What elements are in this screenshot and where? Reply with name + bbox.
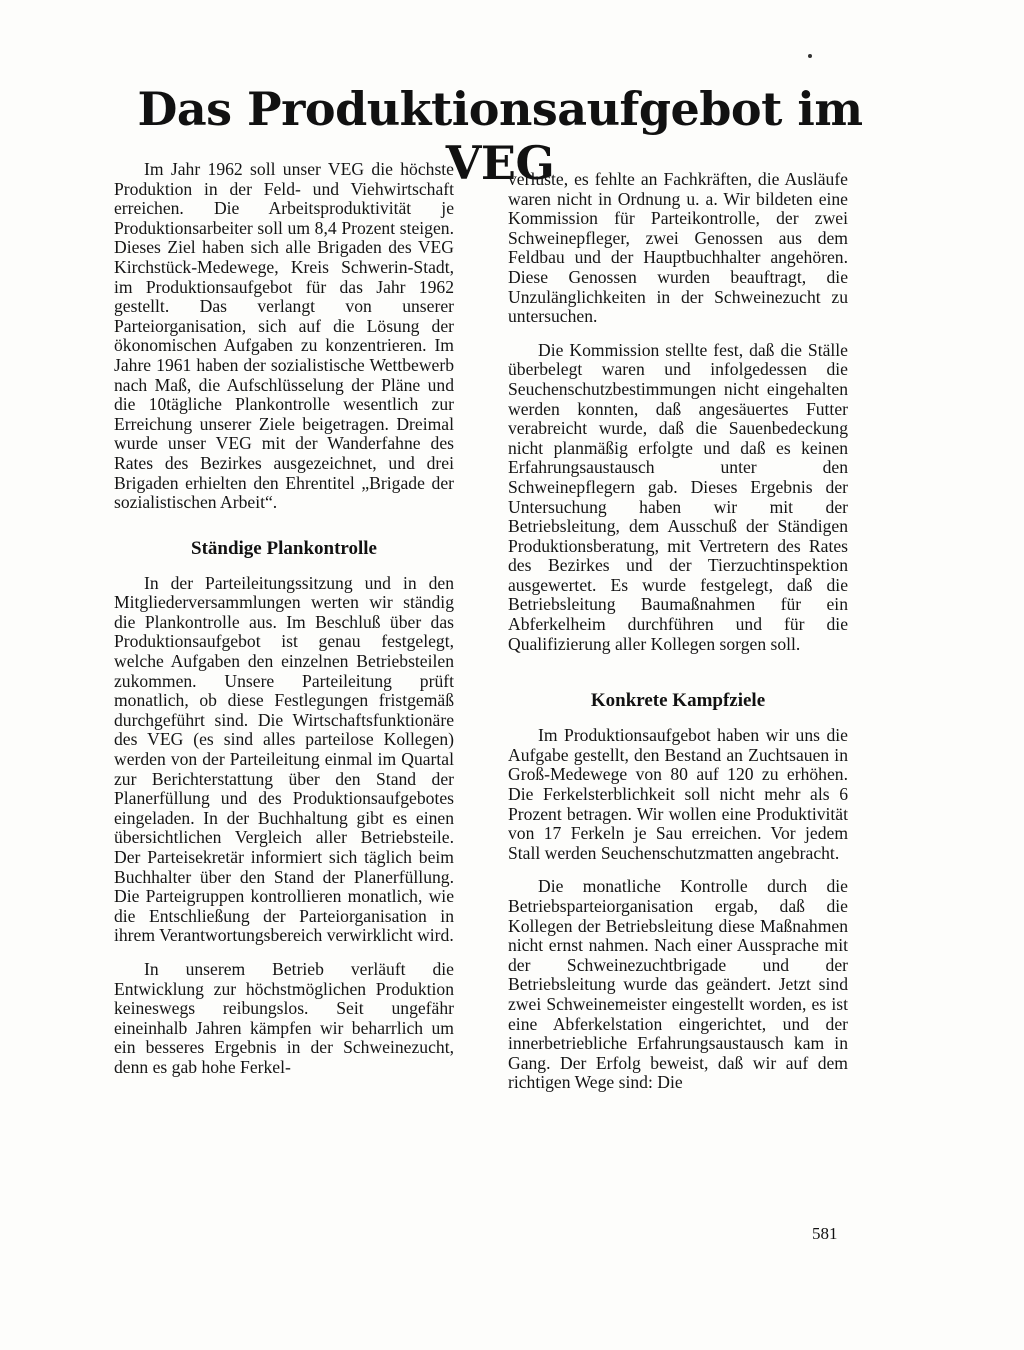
right-column <box>508 170 848 1093</box>
body-paragraph: verluste, es fehlte an Fachkräften, die Ausläufe waren nicht in Ordnung u. a. Wir bildeten eine Kommission für Parteikontrolle, der zwei Schweinepfleger, zwei Genossen aus dem Feldbau und der Hauptbuchhalter angehören. Diese Genossen wurden beauftragt, die Unzulänglichkeiten in der Schweinezucht zu untersuchen. <box>508 169 848 327</box>
body-paragraph: Die Kommission stellte fest, daß die Ställe überbelegt waren und infolgedessen die Seuchenschutzbestimmungen nicht eingehalten werden konnten, daß angesäuertes Futter verabreicht wurde, daß die Sauenbedeckung nicht planmäßig erfolgte und daß es keinen Erfahrungsaustausch unter den Schweinepflegern gab. Dieses Ergebnis der Untersuchung haben wir mit der Betriebsleitung, dem Ausschuß der Ständigen Produktionsberatung, mit Vertretern des Rates des Bezirkes und der Tierzuchtinspektion ausgewertet. Es wurde festgelegt, daß die Betriebsleitung Baumaßnahmen für ein Abferkelheim durchführen und für die Qualifizierung aller Kollegen sorgen soll. <box>508 339 848 654</box>
body-paragraph: Im Produktionsaufgebot haben wir uns die Aufgabe gestellt, den Bestand an Zuchtsauen in Groß-Medewege von 80 auf 120 zu erhöhen. Die Ferkelsterblichkeit soll nicht mehr als 6 Prozent betragen. Wir wollen eine Produktivität von 17 Ferkeln je Sau erreichen. Vor jedem Stall werden Seuchenschutzmatten angebracht. <box>508 725 848 863</box>
body-paragraph: In unserem Betrieb verläuft die Entwicklung zur höchstmöglichen Produktion keineswegs reibungslos. Seit ungefähr eineinhalb Jahren kämpfen wir beharrlich um ein besseres Ergebnis in der Schweinezucht, denn es gab hohe Ferkel- <box>114 958 454 1077</box>
section-heading: Ständige Plankontrolle <box>191 537 377 559</box>
page-title: Das Produktionsaufgebot im VEG <box>137 82 863 190</box>
body-paragraph: In der Parteileitungssitzung und in den Mitgliederversammlungen werten wir ständig die Plankontrolle aus. Im Beschluß über das Produktionsaufgebot ist genau festgelegt, welche Aufgaben den einzelnen Betriebsteilen zukommen. Unsere Parteileitung prüft monatlich, ob diese Festlegungen fristgemäß durchgeführt sind. Die Wirtschaftsfunktionäre des VEG (es sind alles parteilose Kollegen) werden von der Parteileitung einmal im Quartal zur Berichterstattung über den Stand der Planerfüllung und des Produktionsaufgebotes eingeladen. In der Buchhaltung gibt es einen übersichtlichen Vergleich aller Betriebsteile. Der Parteisekretär informiert sich täglich beim Buchhalter über den Stand der Planerfüllung. Die Parteigruppen kontrollieren monatlich, wie die Entschließung der Parteiorganisation in ihrem Verantwortungsbereich verwirklicht wird. <box>114 572 454 946</box>
section-heading: Konkrete Kampfziele <box>590 690 766 712</box>
body-paragraph: Die monatliche Kontrolle durch die Betriebsparteiorganisation ergab, daß die Kollegen der Betriebsleitung diese Maßnahmen nicht ernst nahmen. Nach einer Aussprache mit der Schweinezuchtbrigade und der Betriebsleitung wurde das geändert. Jetzt sind zwei Schweinemeister eingestellt worden, es ist eine Abferkelstation eingerichtet, und der innerbetriebliche Erfahrungsaustausch kam in Gang. Der Erfolg beweist, daß wir auf dem richtigen Wege sind: Die <box>508 876 848 1093</box>
page-number: 581 <box>812 1224 838 1243</box>
ink-speck <box>808 54 812 58</box>
left-column <box>114 160 454 1078</box>
body-paragraph: Im Jahr 1962 soll unser VEG die höchste Produktion in der Feld- und Viehwirtschaft erreichen. Die Arbeitsproduktivität je Produktionsarbeiter soll um 8,4 Prozent steigen. Dieses Ziel haben sich alle Brigaden des VEG Kirchstück-Medewege, Kreis Schwerin-Stadt, im Produktionsaufgebot für das Jahr 1962 gestellt. Das verlangt von unserer Parteiorganisation, sich auf die Lösung der ökonomischen Aufgaben zu konzentrieren. Im Jahre 1961 haben der sozialistische Wettbewerb nach Maß, die Aufschlüsselung der Pläne und die 10tägliche Plankontrolle wesentlich zur Erreichung unserer Ziele beigetragen. Dreimal wurde unser VEG mit der Wanderfahne des Rates des Bezirkes ausgezeichnet, und drei Brigaden erhielten den Ehrentitel „Brigade der sozialistischen Arbeit“. <box>114 159 454 513</box>
